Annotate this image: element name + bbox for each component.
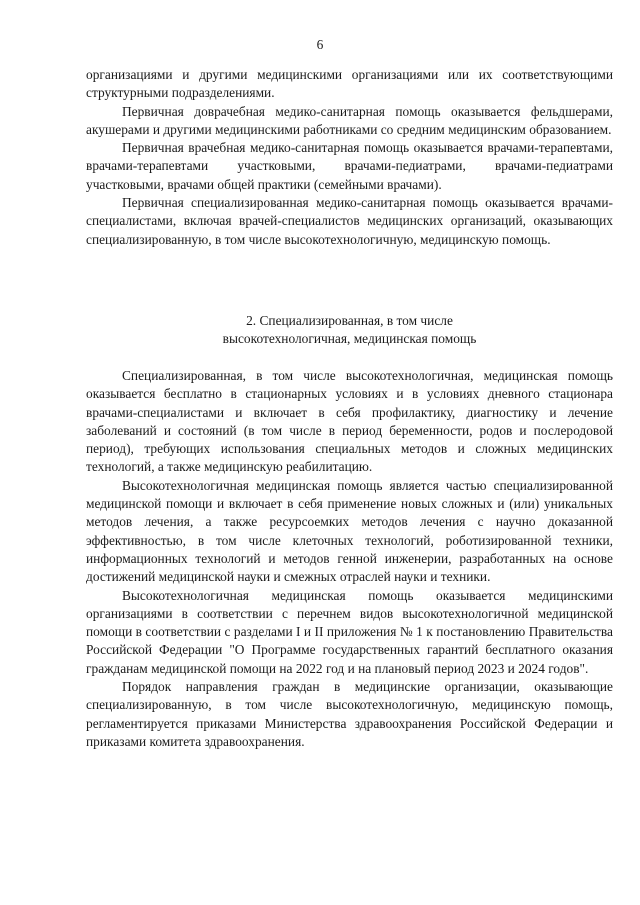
section-primary-care-text	[86, 66, 613, 249]
paragraph: Высокотехнологичная медицинская помощь оказывается медицинскими организациями в соответствии с перечнем видов высокотехнологичной медицинской помощи в соответствии с разделами I и II приложения № 1 к постановлению Правительства Российской Федерации "О Программе государственных гарантий бесплатного оказания гражданам медицинской помощи на 2022 год и на плановый период 2023 и 2024 годов".	[86, 587, 613, 676]
section-heading-line-1: 2. Специализированная, в том числе	[246, 313, 453, 328]
paragraph: Высокотехнологичная медицинская помощь является частью специализированной медицинской помощи и включает в себя применение новых сложных и (или) уникальных методов лечения, а также ресурсоемких методов лечения с научно доказанной эффективностью, в том числе клеточных технологий, роботизированной техники, информационных технологий и методов генной инженерии, разработанных на основе достижений медицинской науки и смежных отраслей науки и техники.	[86, 477, 613, 585]
section-heading	[86, 312, 613, 349]
paragraph: организациями и другими медицинскими организациями или их соответствующими структурными подразделениями.	[86, 67, 613, 101]
paragraph: Первичная врачебная медико-санитарная помощь оказывается врачами-терапевтами, врачами-терапевтами участковыми, врачами-педиатрами, врачами-педиатрами участковыми, врачами общей практики (семейными врачами).	[86, 140, 613, 192]
paragraph: Первичная специализированная медико-санитарная помощь оказывается врачами-специалистами, включая врачей-специалистов медицинских организаций, оказывающих специализированную, в том числе высокотехнологичную, медицинскую помощь.	[86, 195, 613, 247]
paragraph: Специализированная, в том числе высокотехнологичная, медицинская помощь оказывается бесплатно в стационарных условиях и в условиях дневного стационара врачами-специалистами и включает в себя профилактику, диагностику и лечение заболеваний и состояний (в том числе в период беременности, родов и послеродовой период), требующих использования специальных методов и сложных медицинских технологий, а также медицинскую реабилитацию.	[86, 368, 613, 475]
page-number: 6	[316, 37, 324, 52]
paragraph: Первичная доврачебная медико-санитарная помощь оказывается фельдшерами, акушерами и другими медицинскими работниками со средним медицинским образованием.	[86, 103, 613, 137]
paragraph: Порядок направления граждан в медицинские организации, оказывающие специализированную, в том числе высокотехнологичную, медицинскую помощь, регламентируется приказами Министерства здравоохранения Российской Федерации и приказами комитета здравоохранения.	[86, 679, 613, 749]
section-specialized-care-text	[86, 367, 613, 751]
section-heading-line-2: высокотехнологичная, медицинская помощь	[222, 331, 477, 347]
